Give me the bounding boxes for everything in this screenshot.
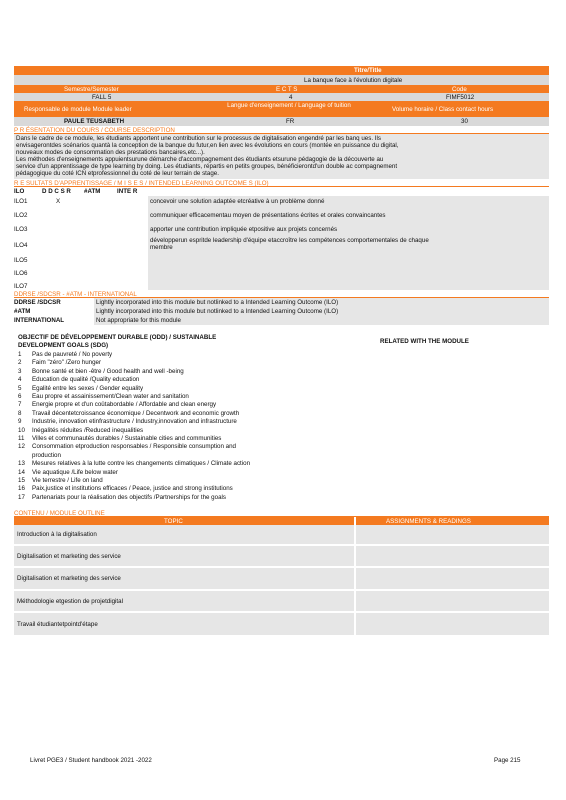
ilo-text: apporter une contribution impliquée etpositive aux projets concernés [150, 226, 338, 233]
sdg-item [18, 494, 226, 501]
sdg-text: Faim "zéro" /Zero hunger [32, 359, 102, 367]
course-sheet [14, 66, 549, 635]
sdg-text: production [32, 451, 61, 459]
ilo-mark: X [56, 198, 61, 205]
sdg-number: 16 [18, 485, 25, 493]
sdg-item [18, 368, 184, 375]
contenu-heading-row [14, 509, 549, 517]
sdg-number: 10 [18, 426, 25, 434]
ilo-id: ILO6 [14, 270, 28, 277]
sdg-item [18, 469, 118, 476]
contenu-table [14, 525, 549, 635]
sdg-heading-1: OBJECTIF DE DÉVELOPPEMENT DURABLE (ODD) / SUSTAINABLE [18, 334, 217, 341]
topic-row: Introduction à la digitalisation [17, 531, 97, 538]
legend-text: Not appropriate for this module [96, 317, 181, 324]
sdg-text: Industrie, innovation etinfrastructure / Industry,innovation and infrastructure [32, 418, 237, 426]
sdg-number: 12 [18, 443, 25, 451]
legend-text: Lightly incorporated into this module but notlinked to a Intended Learning Outcome (ILO) [96, 299, 339, 306]
outcomes-heading-row [14, 179, 549, 187]
sdg-number: 17 [18, 493, 25, 501]
ilo-text-2: membre [150, 244, 173, 251]
language-label: Langue d'enseignement / Language of tuition [227, 102, 351, 109]
sdg-heading-related: RELATED WITH THE MODULE [380, 338, 469, 345]
ects-label: E C T S [276, 85, 298, 93]
sdg-item [18, 376, 139, 383]
col-topic: TOPIC [164, 517, 183, 525]
sdg-item [18, 418, 237, 425]
ilo-id: ILO7 [14, 283, 28, 290]
semester-header-row [14, 85, 549, 93]
topic-row: Travail étudiantetpointd'étape [17, 621, 98, 628]
sdg-number: 13 [18, 460, 25, 468]
sdg-text: Travail décentetcroissance économique / Decentwork and economic growth [32, 409, 240, 417]
sdg-text: Pas de pauvreté / No poverty [32, 351, 113, 358]
title-header-row [14, 66, 549, 75]
sdg-text: Bonne santé et bien -être / Good health and well -being [32, 367, 184, 375]
ilo-text: développerun espritde leadership d'équipe etaccroître les compétences comportementales de chaque [150, 237, 429, 244]
col-assignments: ASSIGNMENTS & READINGS [386, 517, 471, 525]
topic-row: Digitalisation et marketing des service [17, 575, 121, 582]
sdg-number: 9 [18, 418, 22, 426]
sdg-text: Consommation etproduction responsables / Responsible consumption and [32, 443, 236, 451]
title-value-row [14, 75, 549, 85]
code-value: FIMF5012 [446, 93, 475, 101]
footer-left: Livret PGE3 / Student handbook 2021 -2022 [30, 757, 152, 764]
sdg-number: 7 [18, 401, 22, 409]
sdg-number: 8 [18, 409, 22, 417]
sdg-item [18, 401, 216, 408]
sdg-item [18, 477, 103, 484]
sdg-number: 3 [18, 367, 22, 375]
col-ilo: ILO [14, 188, 25, 195]
sdg-item [18, 452, 61, 459]
leader-value: PAULE TEUSABETH [64, 118, 125, 125]
ilo-id: ILO5 [14, 257, 28, 264]
code-label: Code [452, 85, 467, 93]
col-dd: D D C S R [42, 188, 71, 195]
sdg-text: Vie aquatique /Life below water [32, 468, 118, 476]
sdg-number: 14 [18, 468, 25, 476]
topic-row: Méthodologie etgestion de projetdigital [17, 598, 123, 605]
title-label: Titre/Title [354, 67, 382, 74]
legend-key: INTERNATIONAL [14, 317, 65, 324]
ilo-id: ILO3 [14, 226, 28, 233]
sdg-text: Vie terrestre / Life on land [32, 477, 103, 484]
sdg-text: Villes et communautés durables / Sustainable cities and communities [32, 435, 222, 442]
presentation-heading-row [14, 126, 549, 134]
presentation-line: service d'un apprentissage de type learning by doing. Les étudiants, répartis en petits groupes, bénéficierontd'un double ac compagnement [16, 163, 398, 170]
legend-key: #ATM [14, 308, 31, 315]
sdg-item [18, 485, 233, 492]
legend-text: Lightly incorporated into this module but notlinked to a Intended Learning Outcome (ILO) [96, 308, 339, 315]
sdg-item [18, 427, 143, 434]
presentation-line: Dans le cadre de ce module, les étudiants apportent une contribution sur le processus de digitalisation engendré par les banq ues. Ils [16, 135, 381, 142]
ilo-id: ILO4 [14, 242, 28, 249]
presentation-line: pédagogique du coté ICN etprofessionnel du coté de leur terrain de stage. [16, 170, 219, 177]
sdg-text: Egalité entre les sexes / Gender equality [32, 384, 144, 392]
presentation-line: envisagerontdes scénarios quantà la conception de la banque du futur,en lien avec les évolutions en cours (montée en puissance du digital, [16, 142, 399, 149]
legend-table [14, 298, 549, 325]
leader-label: Responsable de module Module leader [24, 105, 132, 113]
ilo-text: concevoir une solution adaptée etcréative à un problème donné [150, 198, 325, 205]
presentation-line: nouveaux modes de consommation des prestations bancaires,etc...). [16, 149, 205, 156]
sdg-item [18, 359, 101, 366]
ilo-text: communiquer efficacementau moyen de présentations écrites et orales convaincantes [150, 212, 386, 219]
sdg-number: 2 [18, 359, 22, 367]
legend-heading-row [14, 290, 549, 298]
col-inter: INTE R [117, 188, 138, 195]
sdg-item [18, 460, 250, 467]
sdg-text: Inégalités réduites /Reduced inequalities [32, 426, 144, 434]
sdg-section [14, 331, 549, 509]
sdg-text: Mesures relatives à la lutte contre les changements climatiques / Climate action [32, 460, 251, 468]
title-value: La banque face à l'évolution digitale [304, 76, 403, 84]
presentation-body [14, 134, 549, 179]
contenu-header-row [14, 517, 549, 525]
sdg-item [18, 443, 236, 450]
sdg-text: Eau propre et assainissement/Clean water and sanitation [32, 393, 189, 400]
ilo-id: ILO1 [14, 198, 28, 205]
presentation-line: Les méthodes d'enseignements appuientsurune démarche d'accompagnement des étudiants etsurune pédagogie de la découverte au [16, 156, 384, 163]
sdg-number: 11 [18, 435, 25, 442]
ects-value: 4 [289, 93, 293, 101]
sdg-text: Paix,justice et institutions efficaces / Peace, justice and strong institutions [32, 485, 233, 493]
outcomes-heading: R E SULTATS D'APPRENTISSAGE / M I S E S / INTENDED LEARNING OUTCOME S (ILO) [14, 179, 269, 187]
outcomes-header-row [14, 187, 549, 196]
presentation-heading: P R ÉSENTATION DU COURS / COURSE DESCRIPTION [14, 126, 175, 134]
language-value: FR [286, 118, 295, 125]
sdg-item [18, 385, 143, 392]
ilo-id: ILO2 [14, 212, 28, 219]
contenu-heading: CONTENU / MODULE OUTLINE [14, 509, 105, 517]
sdg-number: 15 [18, 477, 25, 484]
legend-heading: DDRSE /SDCSR - #ATM - INTERNATIONAL [14, 290, 137, 298]
outcomes-table [14, 196, 549, 290]
semester-label: Semestre/Semester [64, 85, 119, 93]
page-number: Page 215 [494, 757, 521, 764]
leader-header-row [14, 101, 549, 117]
sdg-item [18, 435, 221, 442]
sdg-item [18, 393, 189, 400]
semester-value-row [14, 93, 549, 101]
hours-value: 30 [461, 118, 468, 125]
sdg-heading-2: DEVELOPMENT GOALS (SDG) [18, 342, 109, 349]
legend-key: DDRSE /SDCSR [14, 299, 61, 306]
sdg-item [18, 410, 239, 417]
leader-value-row [14, 117, 549, 126]
hours-label: Volume horaire / Class contact hours [392, 105, 494, 113]
sdg-number: 6 [18, 393, 22, 400]
sdg-text: Partenariats pour la réalisation des objectifs /Partnerships for the goals [32, 493, 226, 501]
semester-value: FALL 5 [92, 93, 112, 101]
col-atm: #ATM [84, 188, 101, 195]
sdg-number: 1 [18, 351, 22, 358]
sdg-text: Energie propre et d'un coûtabordable / Affordable and clean energy [32, 401, 217, 409]
sdg-number: 5 [18, 384, 22, 392]
sdg-item [18, 351, 112, 358]
sdg-text: Education de qualité /Quality education [32, 376, 140, 384]
sdg-number: 4 [18, 376, 22, 384]
topic-row: Digitalisation et marketing des service [17, 553, 121, 560]
